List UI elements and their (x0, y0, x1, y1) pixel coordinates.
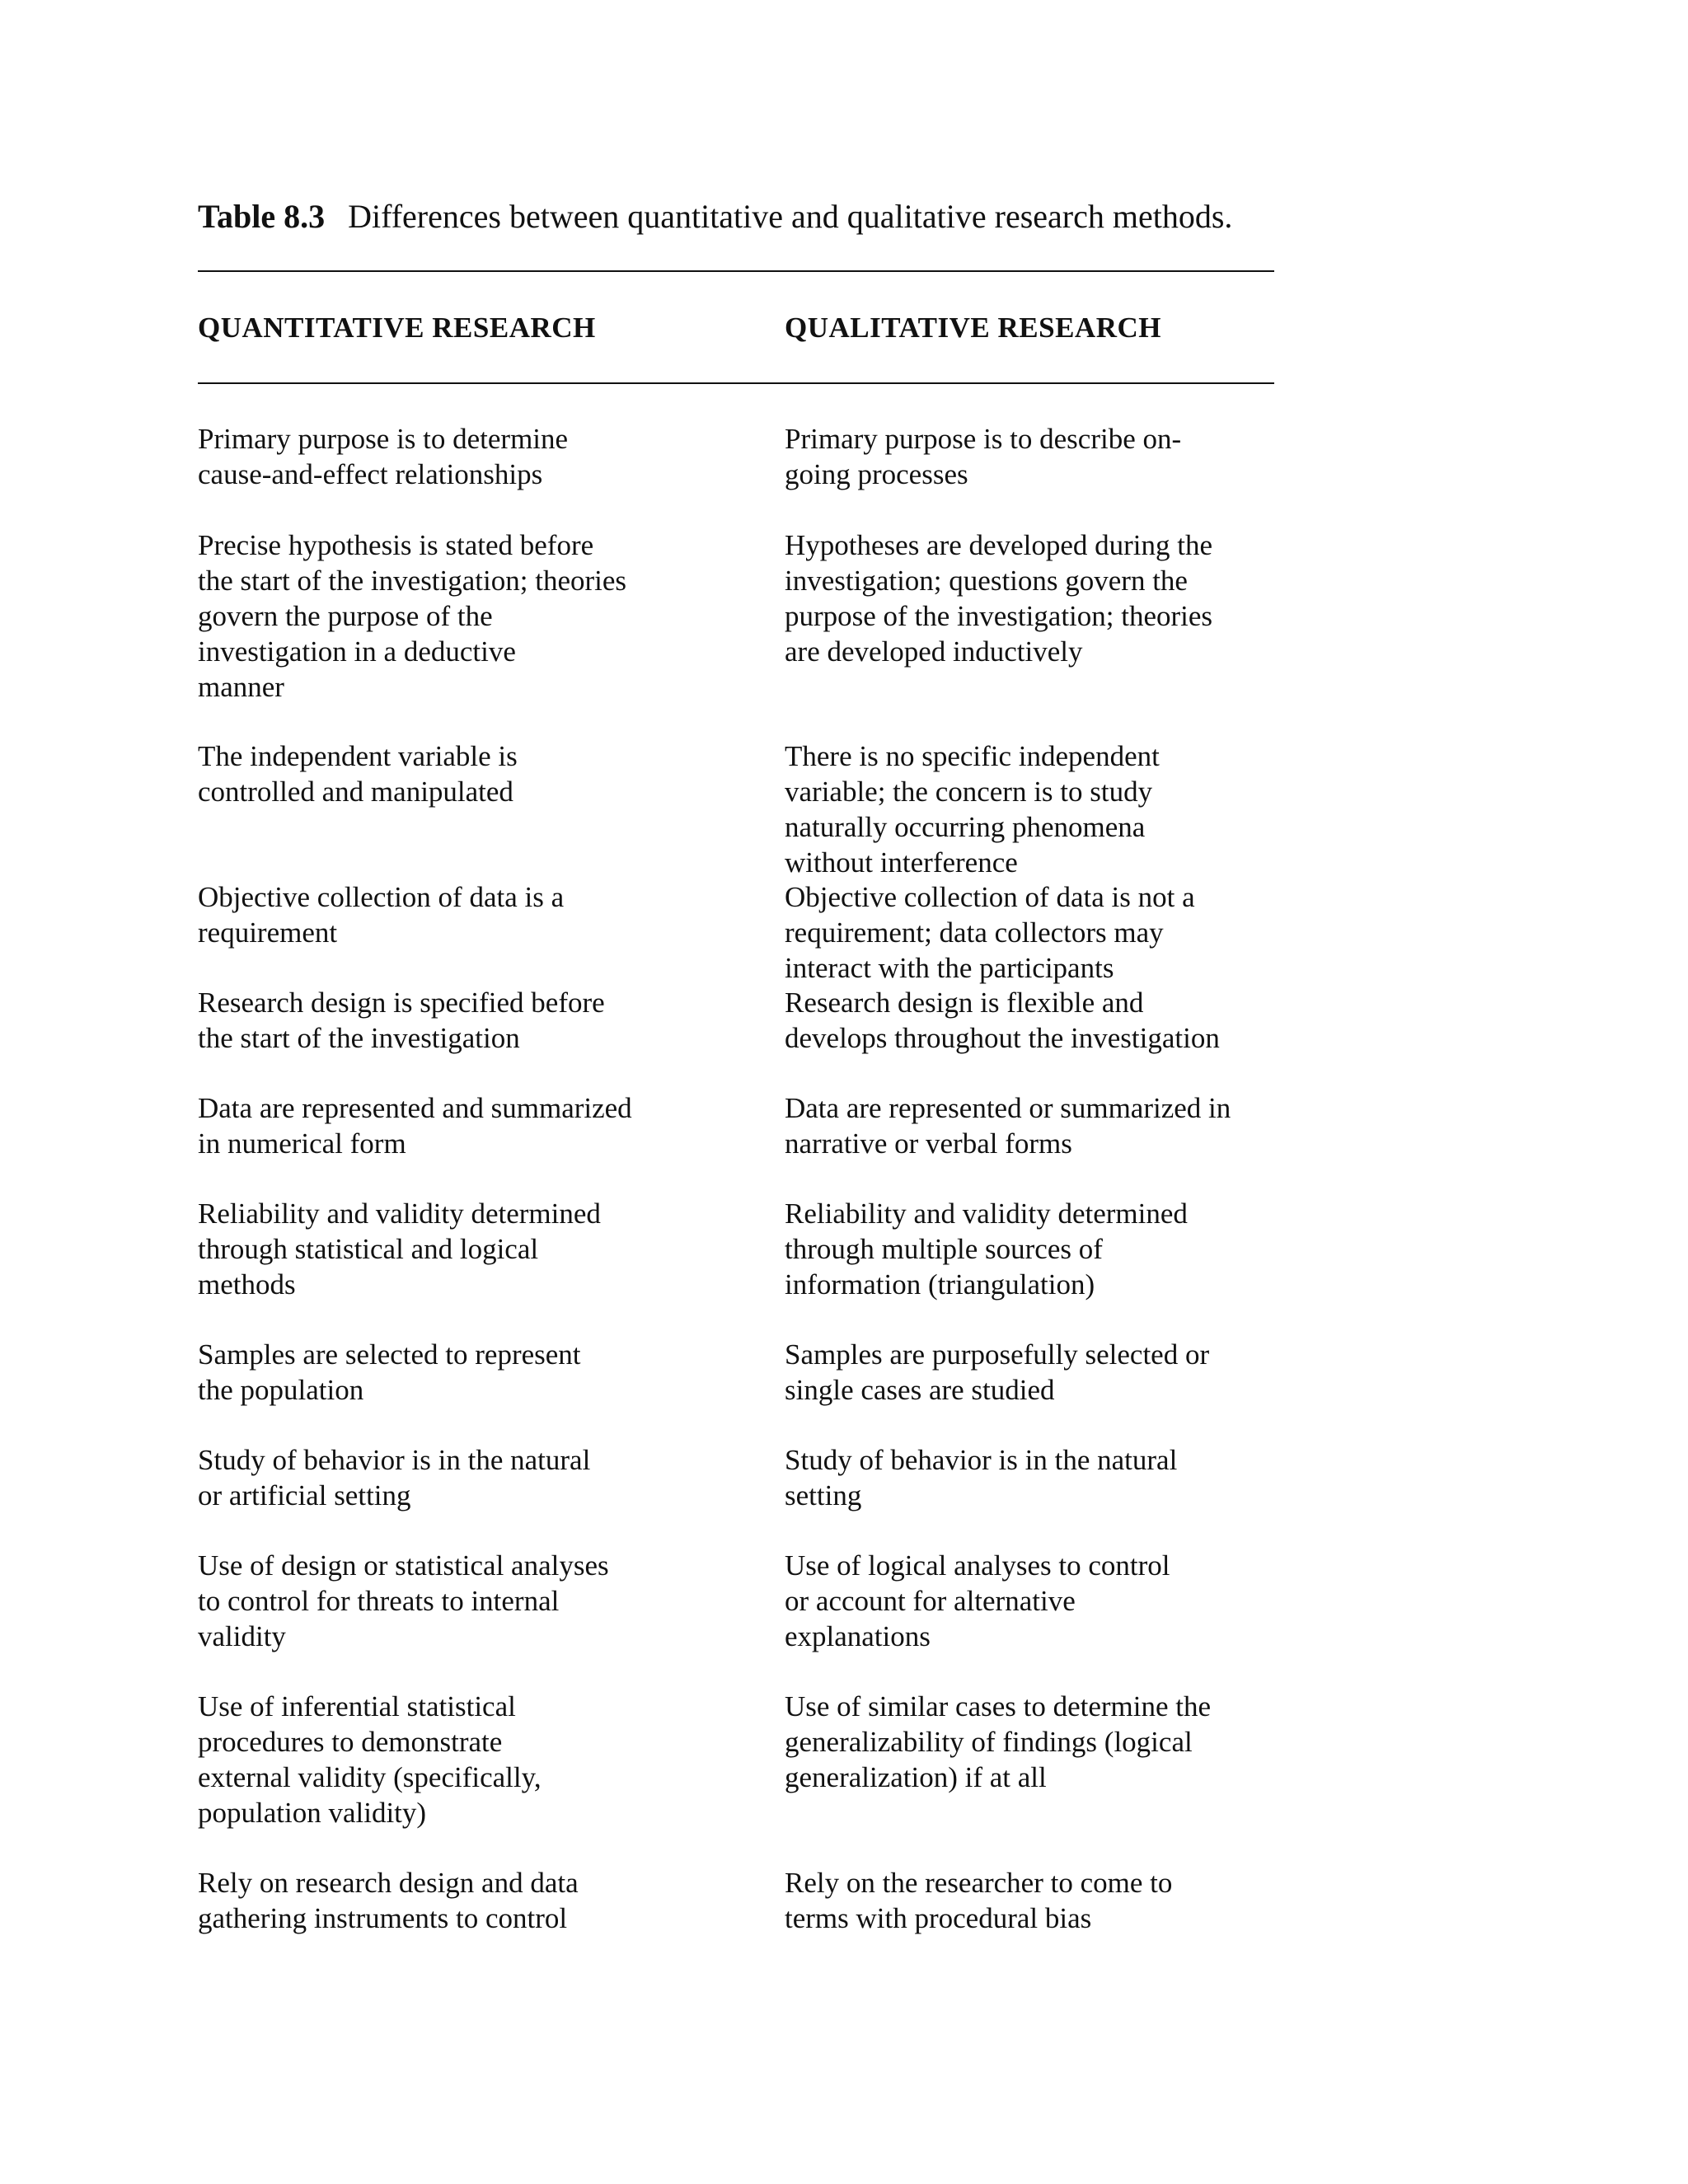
table-cell-quantitative: Study of behavior is in the natural or artificial setting (198, 1444, 591, 1511)
column-header-qualitative: QUALITATIVE RESEARCH (785, 312, 1161, 344)
table-cell-qualitative: Use of logical analyses to control or account for alternative explanations (785, 1549, 1170, 1652)
table-cell-qualitative: Hypotheses are developed during the investigation; questions govern the purpose of the investigation; theories are developed inductively (785, 529, 1213, 668)
table-cell-qualitative: Research design is flexible and develops throughout the investigation (785, 987, 1220, 1054)
table-cell-quantitative: Samples are selected to represent the population (198, 1338, 581, 1406)
column-header-quantitative: QUANTITATIVE RESEARCH (198, 312, 596, 344)
table-cell-qualitative: Use of similar cases to determine the generalizability of findings (logical generalization) if at all (785, 1690, 1212, 1793)
table-caption (198, 196, 1232, 237)
table-cell-qualitative: Samples are purposefully selected or single cases are studied (785, 1338, 1210, 1406)
table-cell-qualitative: Reliability and validity determined through multiple sources of information (triangulation) (785, 1197, 1188, 1301)
table-cell-qualitative: Rely on the researcher to come to terms with procedural bias (785, 1867, 1173, 1934)
table-top-rule (198, 270, 1274, 272)
table-cell-quantitative: Reliability and validity determined through statistical and logical methods (198, 1197, 601, 1301)
table-cell-qualitative: Study of behavior is in the natural setting (785, 1444, 1178, 1511)
table-cell-quantitative: Objective collection of data is a requirement (198, 881, 565, 949)
table-cell-quantitative: Data are represented and summarized in numerical form (198, 1092, 632, 1160)
table-cell-quantitative: Rely on research design and data gathering instruments to control (198, 1867, 579, 1934)
table-cell-qualitative: There is no specific independent variable; the concern is to study naturally occurring phenomena without interference (785, 740, 1160, 879)
table-cell-quantitative: Precise hypothesis is stated before the start of the investigation; theories govern the purpose of the investigation in a deductive manner (198, 529, 627, 703)
table-cell-qualitative: Primary purpose is to describe on- going processes (785, 423, 1182, 490)
table-number: Table 8.3 (198, 198, 326, 235)
table-cell-quantitative: Use of design or statistical analyses to control for threats to internal validity (198, 1549, 609, 1652)
table-cell-quantitative: Research design is specified before the start of the investigation (198, 987, 605, 1054)
table-cell-qualitative: Objective collection of data is not a requirement; data collectors may interact with the participants (785, 881, 1195, 984)
table-cell-qualitative: Data are represented or summarized in narrative or verbal forms (785, 1092, 1231, 1160)
table-header-rule (198, 382, 1274, 384)
table-title: Differences between quantitative and qualitative research methods. (348, 198, 1233, 235)
table-cell-quantitative: Use of inferential statistical procedures to demonstrate external validity (specifically, population validity) (198, 1690, 542, 1829)
table-cell-quantitative: Primary purpose is to determine cause-and-effect relationships (198, 423, 569, 490)
table-cell-quantitative: The independent variable is controlled and manipulated (198, 740, 518, 808)
